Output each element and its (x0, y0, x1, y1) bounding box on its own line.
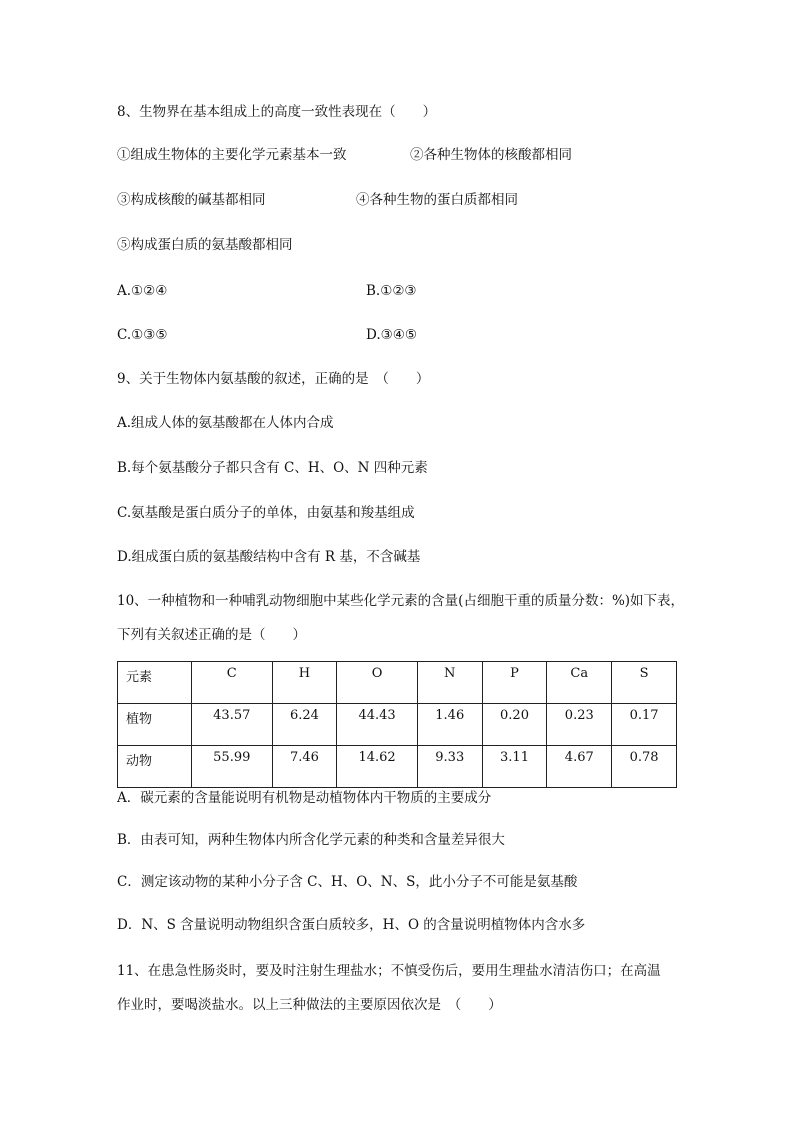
table-cell: 植物 (118, 704, 192, 746)
q8-option-1: ①组成生物体的主要化学元素基本一致 (117, 147, 347, 163)
q9-stem: 9、关于生物体内氨基酸的叙述，正确的是 （ ） (117, 371, 430, 387)
table-row (118, 746, 677, 788)
table-cell: 3.11 (482, 746, 547, 788)
q8-choice-b: B.①②③ (366, 283, 417, 299)
table-header-cell: S (612, 662, 677, 704)
table-cell: 55.99 (192, 746, 273, 788)
table-cell: 6.24 (272, 704, 337, 746)
table-cell: 0.23 (547, 704, 612, 746)
q9-choice-a: A.组成人体的氨基酸都在人体内合成 (117, 415, 334, 431)
q8-option-2: ②各种生物体的核酸都相同 (410, 147, 572, 163)
table-cell: 1.46 (417, 704, 482, 746)
q10-choice-d: D．N、S 含量说明动物组织含蛋白质较多，H、O 的含量说明植物体内含水多 (117, 917, 586, 933)
table-header-cell: O (337, 662, 418, 704)
q11-stem-line-1: 11、在患急性肠炎时，要及时注射生理盐水；不慎受伤后，要用生理盐水清洁伤口；在高温 (117, 963, 661, 979)
q8-option-5: ⑤构成蛋白质的氨基酸都相同 (117, 237, 293, 253)
table-cell: 43.57 (192, 704, 273, 746)
element-content-table (117, 661, 677, 788)
table-header-cell: 元素 (118, 662, 192, 704)
q8-stem: 8、生物界在基本组成上的高度一致性表现在（ ） (117, 104, 437, 120)
table-header-row (118, 662, 677, 704)
table-header-cell: Ca (547, 662, 612, 704)
q10-choice-c: C．测定该动物的某种小分子含 C、H、O、N、S，此小分子不可能是氨基酸 (117, 874, 578, 890)
q9-choice-c: C.氨基酸是蛋白质分子的单体，由氨基和羧基组成 (117, 505, 415, 521)
table-cell: 14.62 (337, 746, 418, 788)
q10-choice-a: A．碳元素的含量能说明有机物是动植物体内干物质的主要成分 (117, 790, 492, 806)
table-header-cell: N (417, 662, 482, 704)
table-header-cell: C (192, 662, 273, 704)
q10-choice-b: B．由表可知，两种生物体内所含化学元素的种类和含量差异很大 (117, 832, 505, 848)
q8-choice-a: A.①②④ (117, 283, 168, 299)
table-header-cell: P (482, 662, 547, 704)
table-cell: 动物 (118, 746, 192, 788)
table-cell: 0.78 (612, 746, 677, 788)
q9-choice-d: D.组成蛋白质的氨基酸结构中含有 R 基，不含碱基 (117, 549, 421, 565)
table-cell: 44.43 (337, 704, 418, 746)
table-cell: 0.20 (482, 704, 547, 746)
table-cell: 7.46 (272, 746, 337, 788)
q8-choice-c: C.①③⑤ (117, 327, 168, 343)
table-header-cell: H (272, 662, 337, 704)
q8-option-3: ③构成核酸的碱基都相同 (117, 192, 266, 208)
table-cell: 9.33 (417, 746, 482, 788)
q9-choice-b: B.每个氨基酸分子都只含有 C、H、O、N 四种元素 (117, 460, 428, 476)
q8-option-4: ④各种生物的蛋白质都相同 (356, 192, 518, 208)
q10-stem-line-1: 10、一种植物和一种哺乳动物细胞中某些化学元素的含量(占细胞干重的质量分数：%)如下表， (117, 593, 685, 609)
q10-stem-line-2: 下列有关叙述正确的是（ ） (117, 627, 306, 643)
q8-choice-d: D.③④⑤ (366, 327, 417, 343)
table-cell: 0.17 (612, 704, 677, 746)
q11-stem-line-2: 作业时，要喝淡盐水。以上三种做法的主要原因依次是 （ ） (117, 997, 502, 1013)
table-cell: 4.67 (547, 746, 612, 788)
table-row (118, 704, 677, 746)
